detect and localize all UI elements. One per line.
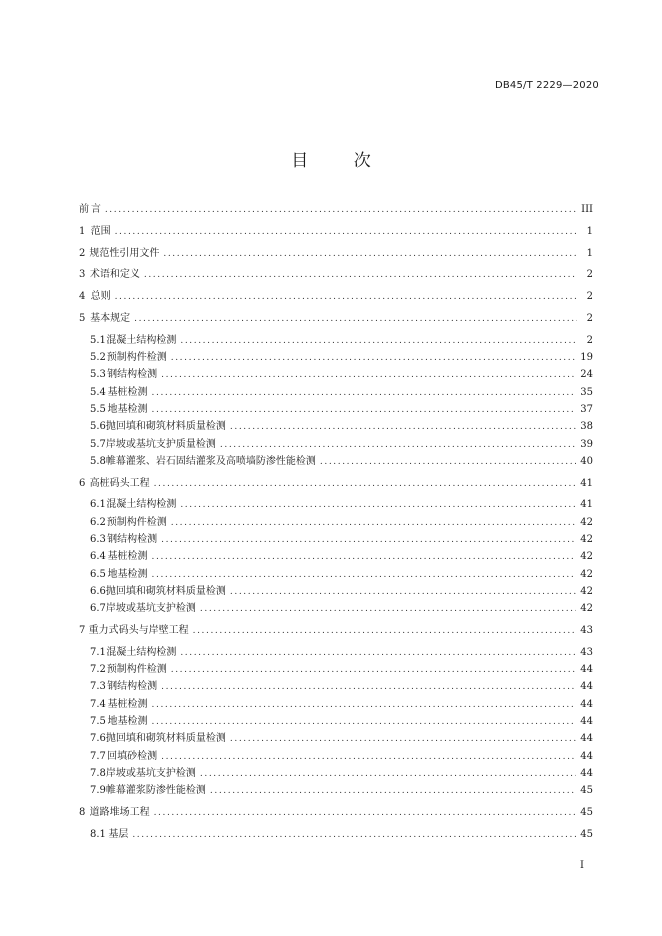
toc-entry[interactable]: [79, 331, 593, 348]
toc-entry-number: 5.7: [90, 438, 106, 450]
toc-leader-dots: [154, 808, 577, 818]
toc-leader-dots: [132, 830, 576, 840]
toc-entry-number: 8: [79, 807, 86, 818]
toc-entry-number: 7.5: [90, 716, 106, 728]
toc-entry-label: 基桩检测: [107, 698, 148, 710]
toc-entry-number: 6.6: [90, 585, 106, 597]
toc-entry[interactable]: [79, 643, 593, 660]
toc-entry[interactable]: [79, 244, 593, 261]
toc-entry[interactable]: [79, 803, 593, 820]
toc-entry-label: 抛回填和砌筑材料质量检测: [105, 733, 226, 745]
toc-entry-number: 2: [79, 247, 86, 259]
toc-entry-page: 45: [580, 807, 593, 818]
toc-leader-dots: [210, 786, 576, 796]
toc-leader-dots: [180, 500, 576, 510]
toc-entry[interactable]: [79, 781, 593, 798]
toc-entry-number: 7.6: [90, 733, 106, 745]
toc-entry-label: 混凝土结构检测: [106, 646, 177, 658]
toc-entry-page: 41: [580, 477, 593, 489]
toc-entry-page: 37: [580, 403, 593, 415]
toc-entry[interactable]: [79, 825, 593, 842]
toc-entry-label: 基桩检测: [107, 551, 148, 563]
toc-entry[interactable]: [79, 582, 593, 599]
toc-entry-label: 帷幕灌浆、岩石固结灌浆及高喷墙防渗性能检测: [105, 455, 316, 467]
toc-entry-number: 8.1: [90, 828, 106, 840]
toc-entry-number: 7.9: [90, 785, 106, 797]
toc-entry-label: 抛回填和砌筑材料质量检测: [105, 585, 226, 597]
toc-entry-label: 术语和定义: [89, 269, 140, 281]
toc-entry-label: 回填砂检测: [107, 750, 158, 762]
toc-leader-dots: [180, 648, 576, 658]
toc-leader-dots: [320, 457, 576, 467]
toc-entry-number: 6.5: [90, 568, 106, 580]
toc-entry-page: 44: [580, 698, 593, 710]
toc-entry-number: 7: [79, 625, 86, 637]
toc-leader-dots: [134, 314, 577, 324]
toc-entry-number: 6.2: [90, 516, 106, 528]
toc-entry-number: 3: [79, 269, 86, 281]
toc-entry-label: 钢结构检测: [107, 681, 158, 693]
toc-entry-label: 钢结构检测: [107, 534, 158, 546]
toc-entry-number: 7.3: [90, 681, 106, 693]
toc-entry-number: 6.3: [90, 534, 106, 546]
toc-entry-label: 地基检测: [107, 716, 148, 728]
toc-entry-page: 1: [586, 225, 593, 237]
toc-entry-page: 44: [580, 716, 593, 728]
toc-entry[interactable]: [79, 729, 593, 746]
toc-entry[interactable]: [79, 435, 593, 452]
toc-leader-dots: [154, 479, 577, 489]
toc-entry[interactable]: [79, 348, 593, 365]
toc-entry-number: 5.6: [90, 421, 106, 433]
toc-leader-dots: [161, 535, 576, 545]
toc-entry-number: 6.1: [90, 499, 106, 511]
toc-entry-page: 44: [580, 664, 593, 676]
toc-entry[interactable]: [79, 747, 593, 764]
toc-entry-number: 7.2: [90, 664, 106, 676]
toc-entry-label: 基层: [108, 828, 129, 840]
toc-entry-page: 44: [580, 767, 593, 779]
toc-entry[interactable]: [79, 677, 593, 694]
toc-entry-page: 1: [586, 247, 593, 259]
toc-entry-number: 5.2: [90, 352, 106, 364]
toc-entry[interactable]: [79, 712, 593, 729]
toc-entry[interactable]: [79, 287, 593, 304]
toc-entry-page: 2: [586, 291, 593, 303]
toc-entry-number: 5.8: [90, 455, 106, 467]
toc-entry-label: 规范性引用文件: [89, 247, 160, 259]
toc-entry-page: 40: [580, 455, 593, 467]
toc-entry-label: 道路堆场工程: [89, 807, 150, 818]
toc-entry[interactable]: [79, 547, 593, 564]
toc-entry[interactable]: [79, 695, 593, 712]
toc-entry-number: 5.1: [90, 334, 106, 346]
toc-entry-number: 6.4: [90, 551, 106, 563]
document-code: DB45/T 2229—2020: [494, 80, 599, 91]
toc-leader-dots: [230, 587, 576, 597]
toc-leader-dots: [115, 292, 577, 302]
toc-entry[interactable]: [79, 222, 593, 239]
toc-leader-dots: [193, 626, 577, 636]
toc-leader-dots: [152, 700, 577, 710]
toc-entry[interactable]: [79, 474, 593, 491]
toc-leader-dots: [152, 388, 577, 398]
toc-entry[interactable]: [79, 400, 593, 417]
toc-entry-page: 42: [580, 516, 593, 528]
toc-entry[interactable]: [79, 309, 593, 326]
toc-leader-dots: [163, 249, 577, 259]
toc-entry-label: 抛回填和砌筑材料质量检测: [105, 421, 226, 433]
toc-leader-dots: [161, 370, 576, 380]
toc-entry[interactable]: [79, 513, 593, 530]
toc-entry-label: 地基检测: [107, 403, 148, 415]
toc-entry-number: 前: [79, 204, 89, 215]
toc-leader-dots: [171, 665, 577, 675]
toc-entry[interactable]: [79, 621, 593, 638]
toc-entry[interactable]: [79, 495, 593, 512]
toc-entry-number: 5.3: [90, 369, 106, 381]
toc-entry-label: 混凝土结构检测: [106, 499, 177, 511]
page-number: I: [580, 860, 584, 871]
toc-entry-number: 6.7: [90, 603, 106, 615]
toc-entry[interactable]: [79, 764, 593, 781]
toc-entry-page: 43: [580, 625, 593, 637]
toc-entry-label: 范围: [90, 225, 111, 237]
table-of-contents: [79, 200, 593, 842]
toc-leader-dots: [200, 604, 576, 614]
toc-entry-page: 19: [580, 352, 593, 364]
toc-leader-dots: [230, 422, 576, 432]
toc-leader-dots: [152, 405, 577, 415]
toc-leader-dots: [115, 227, 577, 237]
page-title: 目 次: [291, 151, 391, 171]
toc-entry-number: 7.7: [90, 750, 106, 762]
toc-entry-number: 7.8: [90, 767, 106, 779]
toc-entry-number: 5: [79, 312, 86, 324]
toc-entry-page: 45: [580, 828, 593, 840]
toc-entry-page: III: [581, 204, 593, 215]
toc-leader-dots: [171, 353, 577, 363]
toc-entry-label: 基桩检测: [107, 386, 148, 398]
toc-entry-label: 混凝土结构检测: [106, 334, 177, 346]
toc-entry[interactable]: [79, 383, 593, 400]
toc-entry-number: 6: [79, 477, 86, 489]
toc-entry-number: 1: [79, 225, 86, 237]
toc-entry-page: 38: [580, 421, 593, 433]
toc-entry-label: 钢结构检测: [107, 369, 158, 381]
toc-leader-dots: [144, 270, 577, 280]
toc-entry-page: 44: [580, 681, 593, 693]
toc-entry-label: 基本规定: [90, 312, 131, 324]
toc-entry-label: 岸坡或基坑支护质量检测: [105, 438, 216, 450]
toc-entry-page: 42: [580, 551, 593, 563]
toc-entry-label: 高桩码头工程: [89, 477, 150, 489]
toc-leader-dots: [105, 205, 577, 215]
toc-leader-dots: [220, 440, 576, 450]
toc-entry-label: 帷幕灌浆防渗性能检测: [105, 785, 206, 797]
toc-leader-dots: [152, 717, 577, 727]
toc-entry-page: 44: [580, 733, 593, 745]
toc-entry[interactable]: [79, 530, 593, 547]
toc-entry-page: 42: [580, 585, 593, 597]
toc-entry-label: 地基检测: [107, 568, 148, 580]
toc-entry[interactable]: [79, 200, 593, 217]
toc-leader-dots: [200, 769, 576, 779]
toc-entry-number: 4: [79, 291, 86, 303]
toc-entry-number: 7.1: [90, 646, 106, 658]
toc-entry-page: 35: [580, 386, 593, 398]
toc-entry-page: 42: [580, 603, 593, 615]
toc-leader-dots: [180, 336, 577, 346]
toc-entry-page: 45: [580, 785, 593, 797]
toc-entry-page: 2: [586, 334, 593, 346]
toc-entry-page: 41: [580, 499, 593, 511]
toc-entry-label: 预制构件检测: [106, 352, 167, 364]
toc-entry-page: 2: [586, 312, 593, 324]
toc-entry[interactable]: [79, 565, 593, 582]
toc-entry[interactable]: [79, 599, 593, 616]
toc-leader-dots: [152, 570, 577, 580]
toc-entry-page: 42: [580, 534, 593, 546]
toc-entry-number: 7.4: [90, 698, 106, 710]
toc-entry-label: 言: [90, 204, 101, 215]
toc-entry[interactable]: [79, 265, 593, 282]
toc-entry-label: 岸坡或基坑支护检测: [105, 767, 196, 779]
toc-entry[interactable]: [79, 365, 593, 382]
toc-entry-number: 5.4: [90, 386, 106, 398]
toc-entry-page: 24: [580, 369, 593, 381]
toc-leader-dots: [230, 734, 576, 744]
toc-entry-page: 2: [586, 269, 593, 281]
toc-entry-label: 岸坡或基坑支护检测: [105, 603, 196, 615]
toc-leader-dots: [152, 552, 577, 562]
toc-entry-number: 5.5: [90, 403, 106, 415]
toc-entry-label: 重力式码头与岸壁工程: [88, 625, 189, 637]
toc-entry-page: 42: [580, 568, 593, 580]
toc-leader-dots: [161, 752, 576, 762]
toc-leader-dots: [161, 682, 576, 692]
toc-entry[interactable]: [79, 417, 593, 434]
toc-entry-page: 39: [580, 438, 593, 450]
toc-entry-label: 预制构件检测: [106, 516, 167, 528]
toc-entry-label: 预制构件检测: [106, 664, 167, 676]
toc-entry-label: 总则: [90, 291, 111, 303]
toc-leader-dots: [171, 518, 577, 528]
toc-entry[interactable]: [79, 452, 593, 469]
toc-entry-page: 44: [580, 750, 593, 762]
toc-entry[interactable]: [79, 660, 593, 677]
toc-entry-page: 43: [580, 646, 593, 658]
